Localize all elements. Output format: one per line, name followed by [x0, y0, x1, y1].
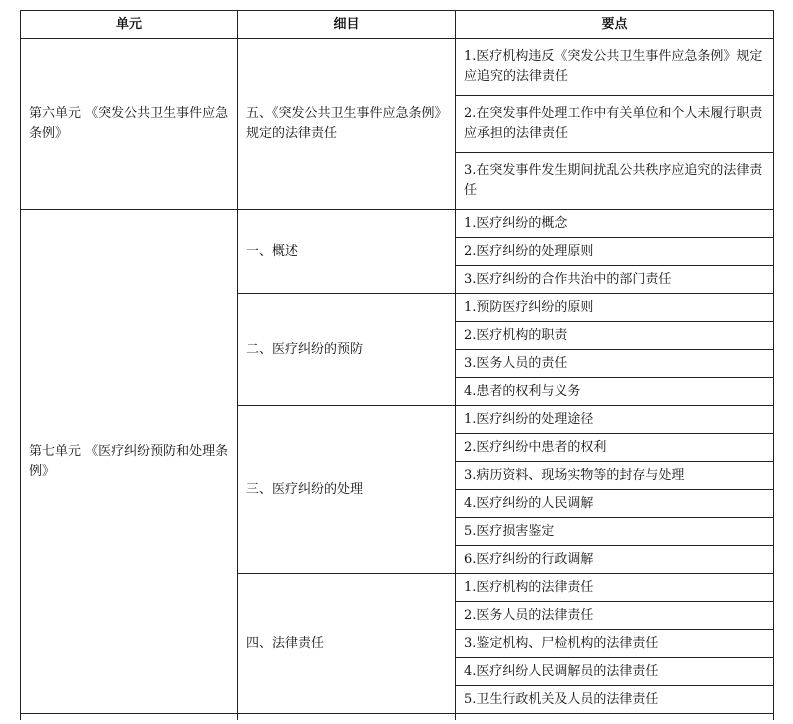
- detail-cell-6-5: 五、《突发公共卫生事件应急条例》规定的法律责任: [238, 39, 456, 210]
- detail-cell-7-4: 四、法律责任: [238, 574, 456, 714]
- syllabus-table: [20, 10, 774, 720]
- point-cell: 2.医疗纠纷的处理原则: [456, 238, 774, 266]
- detail-cell-7-1: 一、概述: [238, 210, 456, 294]
- point-cell: 2.医疗机构的职责: [456, 322, 774, 350]
- table-row-continued: [21, 714, 774, 721]
- point-cell: 3.在突发事件发生期间扰乱公共秩序应追究的法律责任: [456, 153, 774, 210]
- point-cell: 6.医疗纠纷的行政调解: [456, 546, 774, 574]
- detail-cell-7-3: 三、医疗纠纷的处理: [238, 406, 456, 574]
- point-cell: 3.医务人员的责任: [456, 350, 774, 378]
- header-row: [21, 11, 774, 39]
- empty-cell: [238, 714, 456, 721]
- unit-cell-7: 第七单元 《医疗纠纷预防和处理条例》: [21, 210, 238, 714]
- point-cell: 5.医疗损害鉴定: [456, 518, 774, 546]
- point-cell: 4.医疗纠纷人民调解员的法律责任: [456, 658, 774, 686]
- point-cell: 2.在突发事件处理工作中有关单位和个人未履行职责应承担的法律责任: [456, 96, 774, 153]
- detail-cell-7-2: 二、医疗纠纷的预防: [238, 294, 456, 406]
- point-cell: 1.医疗纠纷的处理途径: [456, 406, 774, 434]
- point-cell: 5.卫生行政机关及人员的法律责任: [456, 686, 774, 714]
- empty-cell: [21, 714, 238, 721]
- point-cell: 3.病历资料、现场实物等的封存与处理: [456, 462, 774, 490]
- point-cell: 1.预防医疗纠纷的原则: [456, 294, 774, 322]
- point-cell: 2.医务人员的法律责任: [456, 602, 774, 630]
- point-cell: 4.患者的权利与义务: [456, 378, 774, 406]
- point-cell: 2.医疗纠纷中患者的权利: [456, 434, 774, 462]
- unit-cell-6: 第六单元 《突发公共卫生事件应急条例》: [21, 39, 238, 210]
- header-unit: 单元: [21, 11, 238, 39]
- header-key-points: 要点: [456, 11, 774, 39]
- point-cell: 3.医疗纠纷的合作共治中的部门责任: [456, 266, 774, 294]
- point-cell: 1.医疗纠纷的概念: [456, 210, 774, 238]
- table-row: [21, 210, 774, 238]
- empty-cell: [456, 714, 774, 721]
- point-cell: 1.医疗机构违反《突发公共卫生事件应急条例》规定应追究的法律责任: [456, 39, 774, 96]
- table-row: [21, 39, 774, 96]
- header-detail: 细目: [238, 11, 456, 39]
- point-cell: 4.医疗纠纷的人民调解: [456, 490, 774, 518]
- point-cell: 1.医疗机构的法律责任: [456, 574, 774, 602]
- point-cell: 3.鉴定机构、尸检机构的法律责任: [456, 630, 774, 658]
